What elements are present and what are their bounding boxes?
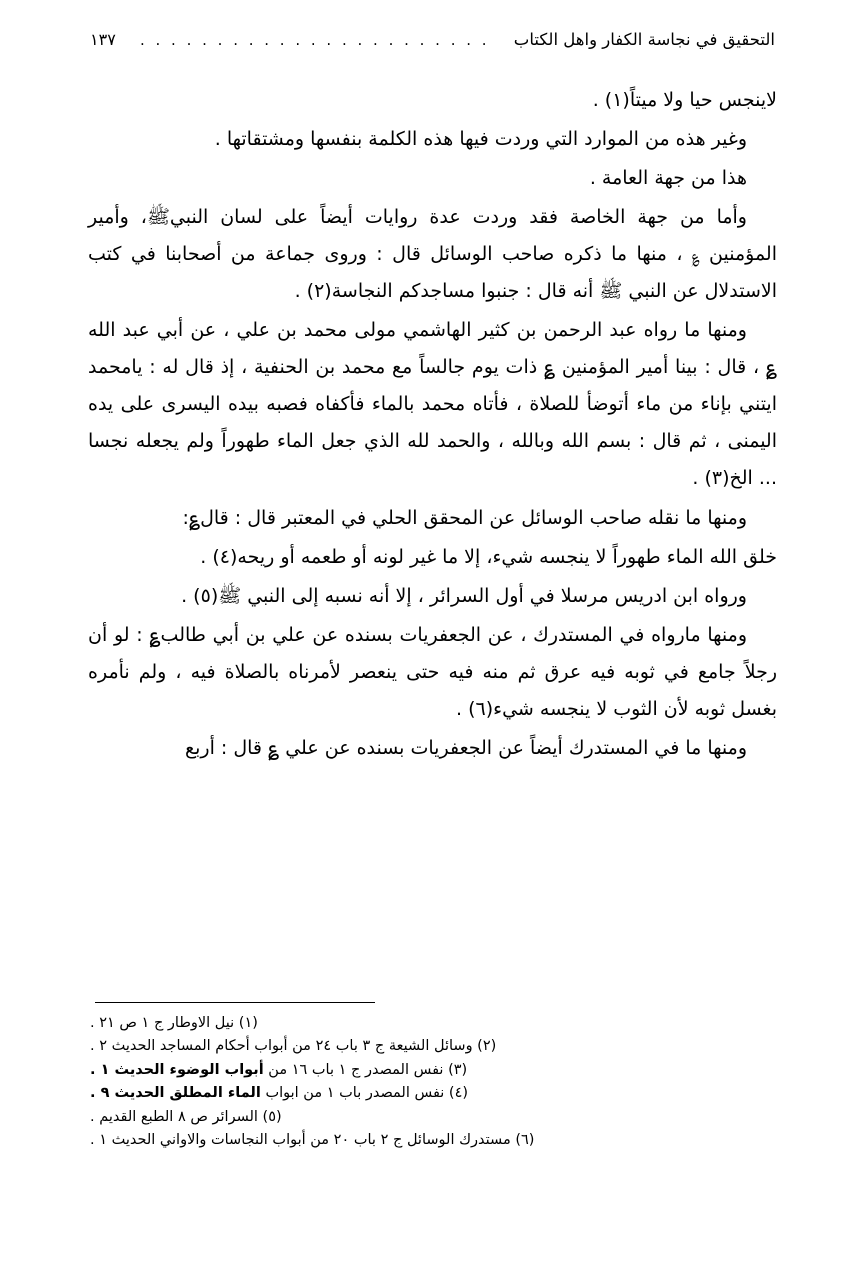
footnote-text: (٦) مستدرك الوسائل ج ٢ باب ٢٠ من أبواب النجاسات والاواني الحديث ١ . xyxy=(90,1132,535,1149)
paragraph: لاينجس حيا ولا ميتاً(١) . xyxy=(592,89,777,111)
footnote-separator xyxy=(95,1002,375,1003)
page-header xyxy=(90,30,775,49)
paragraph: ومنها مارواه في المستدرك ، عن الجعفريات بسنده عن علي بن أبي طالب؏ : لو أن رجلاً جامع في ثوبه فيه عرق ثم منه فيه حتى ينعصر لأمرناه بالصلاة فيه ، ولم نأمره بغسل ثوبه لأن الثوب لا ينجسه شيء(٦) . xyxy=(88,623,777,720)
paragraph: خلق الله الماء طهوراً لا ينجسه شيء، إلا ما غير لونه أو طعمه أو ريحه(٤) . xyxy=(200,545,777,568)
header-dot-leader: . . . . . . . . . . . . . . . . . . . . . . . xyxy=(139,31,490,49)
paragraph: هذا من جهة العامة . xyxy=(589,167,747,190)
paragraph: وأما من جهة الخاصة فقد وردت عدة روايات أيضاً على لسان النبيﷺ، وأمير المؤمنين ؏ ، منها ما ذكره صاحب الوسائل قال : وروى جماعة من أصحابنا في كتب الاستدلال عن النبي ﷺ أنه قال : جنبوا مساجدكم النجاسة(٢) . xyxy=(88,206,777,303)
footnote-item xyxy=(88,1082,777,1105)
footnote-item xyxy=(88,1106,777,1129)
footnote-text: (٤) نفس المصدر باب ١ من ابواب xyxy=(260,1085,469,1102)
page-body xyxy=(88,82,777,769)
footnote-item xyxy=(88,1129,777,1152)
footnote-text: (٢) وسائل الشيعة ج ٣ باب ٢٤ من أبواب أحكام المساجد الحديث ٢ . xyxy=(90,1038,497,1055)
footnote-item xyxy=(88,1035,777,1058)
footnote-item xyxy=(88,1012,777,1035)
footnote-text: (٣) نفس المصدر ج ١ باب ١٦ من xyxy=(263,1061,468,1078)
footnote-text-bold: الماء المطلق الحديث ٩ . xyxy=(90,1085,261,1102)
paragraph: ورواه ابن ادريس مرسلا في أول السرائر ، إلا أنه نسبه إلى النبي ﷺ(٥) . xyxy=(181,584,747,607)
footnote-text: (٥) السرائر ص ٨ الطبع القديم . xyxy=(90,1108,282,1125)
footnote-list xyxy=(88,1012,777,1153)
paragraph: ومنها ما نقله صاحب الوسائل عن المحقق الحلي في المعتبر قال : قال؏: xyxy=(182,506,747,529)
page-number: ١٣٧ xyxy=(90,30,116,49)
header-title: التحقيق في نجاسة الكفار واهل الكتاب xyxy=(513,30,775,49)
footnote-text: (١) نيل الاوطار ج ١ ص ٢١ . xyxy=(90,1015,258,1031)
paragraph: ومنها ما في المستدرك أيضاً عن الجعفريات بسنده عن علي ؏ قال : أربع xyxy=(185,736,747,759)
paragraph: ومنها ما رواه عبد الرحمن بن كثير الهاشمي مولى محمد بن علي ، عن أبي عبد الله ؏ ، قال : بينا أمير المؤمنين ؏ ذات يوم جالساً مع محمد بن الحنفية ، إذ قال له : يامحمد ايتني بإناء من ماء أتوضأ للصلاة ، فأتاه محمد بالماء فأكفاه فصبه بيده اليسرى على يده اليمنى ، ثم قال : بسم الله وبالله ، والحمد لله الذي جعل الماء طهوراً ولم يجعله نجسا ... الخ(٣) . xyxy=(88,319,777,490)
footnote-item xyxy=(88,1059,777,1082)
footnote-text-bold: أبواب الوضوء الحديث ١ . xyxy=(90,1061,264,1078)
paragraph: وغير هذه من الموارد التي وردت فيها هذه الكلمة بنفسها ومشتقاتها . xyxy=(214,128,747,151)
